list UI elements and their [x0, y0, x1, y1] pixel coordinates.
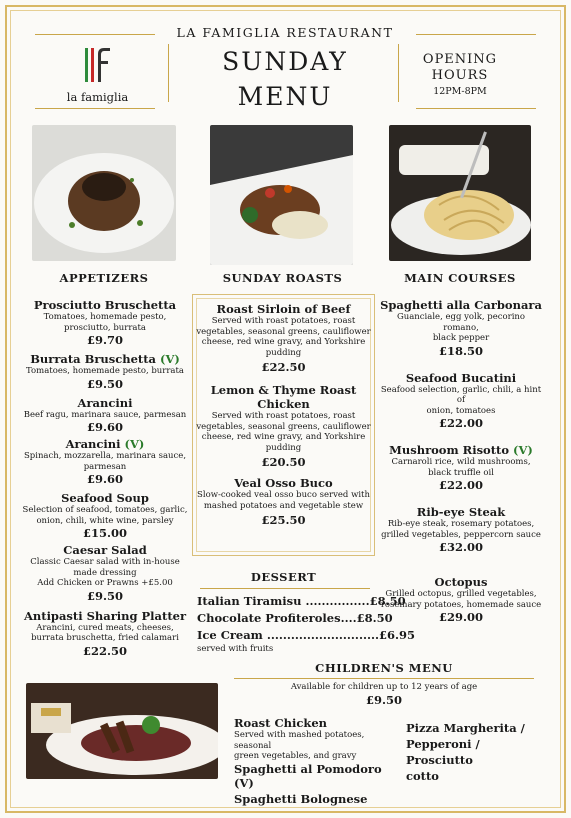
item-desc: Grilled octopus, grilled vegetables, — [385, 589, 537, 599]
item-price: £9.60 — [86, 420, 123, 434]
item-name: Roast Sirloin of Beef — [216, 302, 351, 316]
opening-hours-value: 12PM-8PM — [433, 86, 487, 97]
child-item-name: Spaghetti al Pomodoro (V) — [234, 761, 382, 790]
logo-text: la famiglia — [66, 90, 129, 104]
item-desc: Served with roast potatoes, roast — [211, 411, 356, 421]
item-price: £22.50 — [261, 360, 306, 374]
vegetarian-badge: (V) — [124, 437, 145, 451]
item-desc: grilled vegetables, peppercorn sauce — [381, 529, 541, 540]
item-name: Antipasti Sharing Platter — [23, 608, 187, 623]
item-desc: cheese, red wine gravy, and Yorkshire — [201, 337, 366, 347]
item-name: Veal Osso Buco — [234, 476, 333, 490]
item-name — [20, 352, 190, 366]
list-item — [20, 298, 190, 348]
child-item-name: Pizza Margherita / — [406, 721, 525, 735]
dessert-list — [197, 593, 415, 654]
item-desc: Guanciale, egg yolk, pecorino romano, — [396, 312, 526, 333]
item-desc: Arancini, cured meats, cheeses, — [36, 622, 174, 633]
item-desc: Classic Caesar salad with in-house — [30, 557, 180, 567]
item-desc: burrata bruschetta, fried calamari — [31, 633, 179, 643]
child-item-desc: green vegetables, and gravy — [234, 751, 357, 761]
item-price: £18.50 — [438, 343, 483, 358]
opening-title-line2: HOURS — [431, 68, 489, 83]
section-appetizers: APPETIZERS — [59, 271, 149, 285]
item-price: £15.00 — [82, 526, 127, 540]
section-sunday-roasts: SUNDAY ROASTS — [222, 271, 343, 285]
vegetarian-badge: (V) — [513, 443, 533, 457]
menu-title-line1: SUNDAY — [222, 47, 348, 76]
list-item — [196, 302, 371, 375]
item-price: £9.60 — [86, 472, 123, 486]
item-desc: vegetables, seasonal greens, cauliflower — [196, 421, 371, 432]
list-item — [378, 443, 544, 493]
list-item — [378, 505, 544, 555]
list-item — [20, 437, 190, 487]
item-desc: pudding — [265, 442, 302, 453]
vegetarian-badge: (V) — [160, 352, 180, 366]
item-desc: prosciutto, burrata — [64, 322, 146, 333]
item-desc: parmesan — [83, 461, 127, 472]
childrens-note: Available for children up to 12 years of age — [290, 682, 478, 692]
menu-title — [190, 44, 380, 114]
item-price: £9.50 — [86, 588, 123, 603]
item-desc: Rib-eye steak, rosemary potatoes, — [387, 519, 535, 529]
item-desc: Spinach, mozzarella, marinara sauce, — [23, 451, 187, 461]
logo-underline — [35, 108, 155, 109]
header-divider-right — [398, 44, 399, 102]
item-desc: pudding — [265, 347, 302, 358]
item-price: £22.00 — [438, 416, 483, 430]
item-name: Seafood Bucatini — [405, 370, 517, 385]
dessert-item: Ice Cream ............................£6.95 — [197, 628, 415, 642]
header-rule-left — [35, 34, 155, 35]
item-name-text: Mushroom Risotto — [389, 443, 510, 457]
item-desc: black truffle oil — [428, 467, 494, 478]
childrens-price: £9.50 — [365, 693, 402, 707]
item-desc: vegetables, seasonal greens, cauliflower — [196, 326, 371, 337]
childrens-list-left — [234, 716, 404, 806]
opening-title-line1: OPENING — [422, 52, 498, 67]
item-desc: Selection of seafood, tomatoes, garlic, — [22, 505, 188, 515]
la-famiglia-logo-icon — [82, 44, 112, 86]
child-item-name: Pepperoni / Prosciutto — [406, 737, 480, 767]
main-course-photo — [389, 125, 531, 261]
list-item — [20, 352, 190, 392]
dessert-photo — [26, 683, 218, 779]
child-item-name: Roast Chicken — [234, 716, 327, 730]
item-name: Lemon & Thyme Roast — [210, 383, 357, 397]
appetizer-photo — [32, 125, 176, 261]
item-price: £9.50 — [86, 376, 123, 391]
list-item — [196, 476, 371, 528]
list-item — [378, 298, 544, 359]
childrens-list-right — [406, 720, 546, 784]
item-price: £9.70 — [86, 333, 123, 347]
item-desc: onion, tomatoes — [426, 405, 496, 416]
item-desc: Tomatoes, homemade pesto, burrata — [26, 366, 184, 376]
item-name: Caesar Salad — [63, 543, 147, 557]
hours-underline — [416, 108, 536, 109]
item-desc: cheese, red wine gravy, and Yorkshire — [201, 432, 366, 442]
item-desc: onion, chili, white wine, parsley — [36, 515, 174, 526]
section-main-courses: MAIN COURSES — [404, 271, 516, 285]
item-price: £29.00 — [438, 610, 483, 624]
main-course-list — [378, 298, 544, 625]
item-name — [20, 437, 190, 451]
child-item-name: cotto — [406, 769, 439, 783]
header-rule-right — [416, 34, 536, 35]
list-item — [20, 609, 190, 659]
item-desc: Slow-cooked veal osso buco served with — [197, 490, 370, 500]
list-item — [20, 543, 190, 604]
childrens-rule — [234, 678, 534, 679]
item-name-text: Arancini — [65, 437, 121, 451]
item-price: £22.00 — [438, 478, 483, 492]
section-dessert: DESSERT — [250, 570, 317, 584]
item-name: Octopus — [434, 575, 488, 589]
section-childrens-menu: CHILDREN'S MENU — [315, 661, 453, 675]
list-item — [20, 491, 190, 541]
list-item — [196, 383, 371, 470]
child-item-name: Spaghetti Bolognese — [234, 791, 368, 806]
item-desc: Served with roast potatoes, roast — [211, 316, 356, 326]
opening-hours-title — [405, 52, 515, 84]
item-desc: black pepper — [432, 333, 490, 343]
item-price: £20.50 — [261, 455, 306, 469]
item-desc: Carnaroli rice, wild mushrooms, — [391, 457, 531, 467]
dessert-item: Chocolate Profiteroles....£8.50 — [197, 611, 393, 625]
dessert-item: Italian Tiramisu ................£8.50 — [197, 594, 406, 608]
item-desc: Beef ragu, marinara sauce, parmesan — [23, 409, 187, 420]
item-name: Arancini — [77, 395, 133, 410]
item-price: £25.50 — [261, 513, 306, 527]
list-item — [20, 396, 190, 436]
item-price: £22.50 — [82, 643, 127, 658]
list-item — [378, 371, 544, 432]
item-desc: Add Chicken or Prawns +£5.00 — [37, 578, 173, 588]
item-name: Rib-eye Steak — [416, 505, 506, 519]
item-name: Spaghetti alla Carbonara — [380, 298, 542, 312]
item-name: Prosciutto Bruschetta — [33, 298, 177, 312]
roast-list — [196, 302, 371, 528]
item-desc: Seafood selection, garlic, chili, a hint of — [380, 384, 542, 405]
menu-title-line2: MENU — [237, 82, 333, 111]
item-name: Chicken — [257, 397, 310, 411]
item-price: £32.00 — [438, 540, 483, 554]
dessert-note: served with fruits — [197, 644, 274, 654]
item-desc: Tomatoes, homemade pesto, — [43, 312, 167, 322]
dessert-rule — [200, 588, 370, 589]
item-name-text: Burrata Bruschetta — [30, 352, 156, 366]
item-desc: made dressing — [73, 567, 137, 578]
roast-photo — [210, 125, 353, 265]
restaurant-name: LA FAMIGLIA RESTAURANT — [176, 25, 394, 40]
appetizer-list — [20, 298, 190, 659]
item-name — [378, 443, 544, 457]
item-name: Seafood Soup — [61, 491, 149, 505]
header-divider-left — [168, 44, 169, 102]
child-item-desc: Served with mashed potatoes, seasonal — [234, 730, 365, 751]
item-desc: rosemary potatoes, homemade sauce — [380, 599, 542, 610]
item-desc: mashed potatoes and vegetable stew — [203, 500, 364, 511]
